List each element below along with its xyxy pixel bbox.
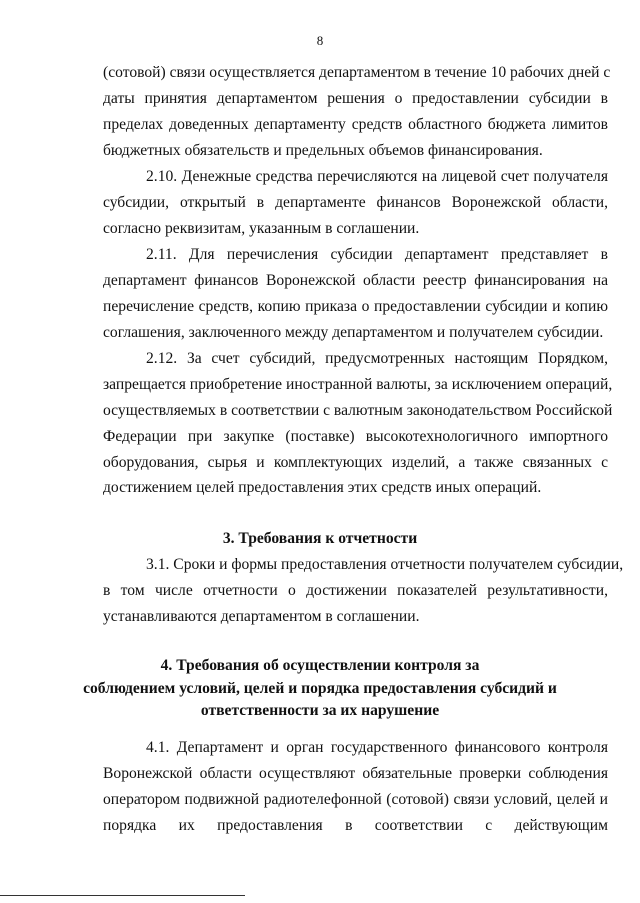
heading-line: 3. Требования к отчетности <box>222 530 418 547</box>
text-line: 4.1. Департамент и орган государственного финансового контроля <box>146 739 608 756</box>
paragraph-2-10 <box>103 164 608 242</box>
paragraph-3-1 <box>103 552 624 630</box>
text-line: 3.1. Сроки и формы предоставления отчетности получателем субсидии, <box>146 556 624 573</box>
text-line: согласно реквизитам, указанным в соглашении. <box>103 219 420 237</box>
text-line: достижением целей предоставления этих средств иных операций. <box>103 479 542 497</box>
text-line: в том числе отчетности о достижении показателей результативности, <box>103 581 608 599</box>
text-line: устанавливаются департаментом в соглашении. <box>103 607 420 625</box>
text-line: Федерации при закупке (поставке) высокотехнологичного импортного <box>103 427 608 445</box>
text-line: соглашения, заключенного между департаментом и получателем субсидии. <box>103 323 604 341</box>
text-line: Воронежской области осуществляют обязательные проверки соблюдения <box>103 764 608 782</box>
paragraph-4-1 <box>103 735 608 839</box>
text-line: субсидии, открытый в департаменте финансов Воронежской области, <box>103 193 608 211</box>
section-3-heading <box>0 528 640 551</box>
text-line: пределах доведенных департаменту средств областного бюджета лимитов <box>103 115 608 133</box>
text-line: (сотовой) связи осуществляется департаментом в течение 10 рабочих дней с <box>103 64 611 81</box>
text-line: запрещается приобретение иностранной валюты, за исключением операций, <box>103 375 613 393</box>
paragraph-continuation <box>103 60 611 164</box>
text-line: осуществляемых в соответствии с валютным законодательством Российской <box>103 401 613 419</box>
text-line: 2.10. Денежные средства перечисляются на лицевой счет получателя <box>146 168 608 185</box>
text-line: порядка их предоставления в соответствии с действующим <box>103 816 608 834</box>
text-line: перечисление средств, копию приказа о предоставлении субсидии и копию <box>103 297 608 315</box>
text-line: оператором подвижной радиотелефонной (сотовой) связи условий, целей и <box>103 790 608 808</box>
paragraph-2-11 <box>103 242 608 346</box>
text-line: бюджетных обязательств и предельных объемов финансирования. <box>103 141 543 159</box>
heading-line: 4. Требования об осуществлении контроля за <box>160 657 480 674</box>
text-line: 2.11. Для перечисления субсидии департамент представляет в <box>146 246 608 263</box>
section-4-heading <box>0 655 640 723</box>
heading-line: ответственности за их нарушение <box>200 702 440 719</box>
text-line: 2.12. За счет субсидий, предусмотренных настоящим Порядком, <box>146 350 608 367</box>
heading-line: соблюдением условий, целей и порядка предоставления субсидий и <box>83 679 557 697</box>
footer-rule <box>0 895 245 896</box>
page-number: 8 <box>316 33 324 48</box>
paragraph-2-12 <box>103 346 613 501</box>
text-line: даты принятия департаментом решения о предоставлении субсидии в <box>103 89 608 107</box>
text-line: департамент финансов Воронежской области реестр финансирования на <box>103 271 608 289</box>
text-line: оборудования, сырья и комплектующих изделий, а также связанных с <box>103 453 608 471</box>
